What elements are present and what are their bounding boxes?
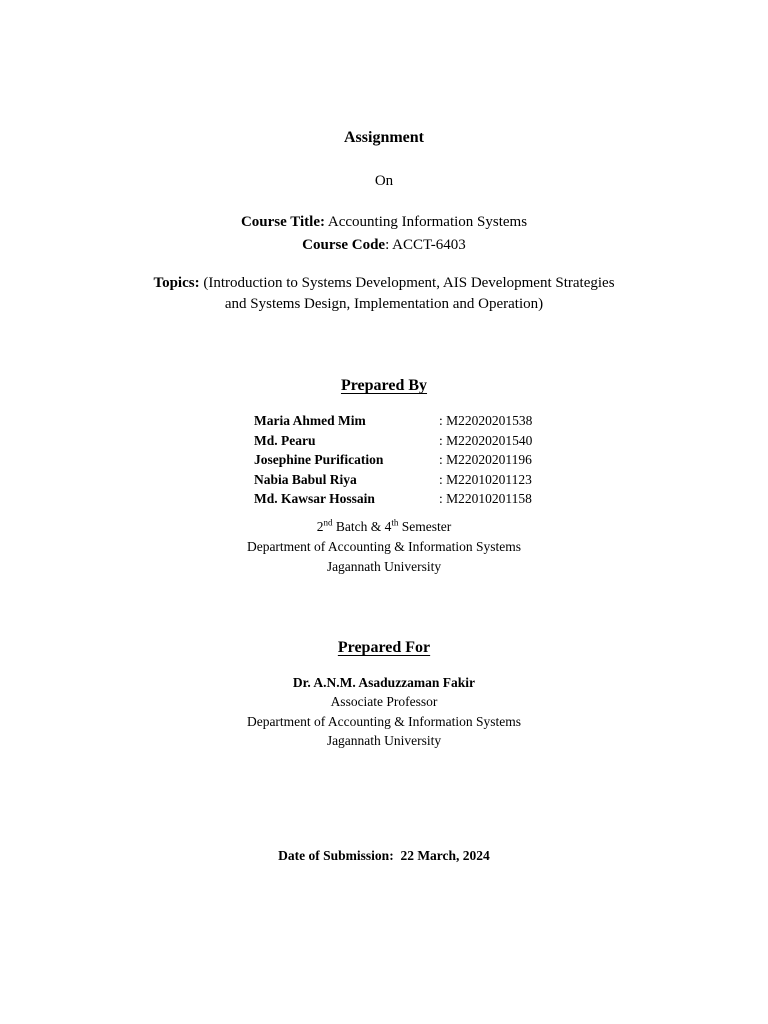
member-id: : M22020201538 xyxy=(439,413,533,428)
prepared-for-heading-wrap xyxy=(0,639,768,657)
course-code-line xyxy=(0,235,768,255)
course-title-line xyxy=(0,212,768,232)
course-title-label: Course Title: xyxy=(240,214,325,230)
prepared-by-university: Jagannath University xyxy=(326,559,442,574)
assignment-title: Assignment xyxy=(343,129,424,146)
member-row xyxy=(254,489,532,509)
topics-label: Topics: xyxy=(153,275,200,291)
semester-suffix: th xyxy=(391,517,399,528)
submission-label: Date of Submission: xyxy=(278,848,394,863)
on-text: On xyxy=(374,173,394,189)
member-row xyxy=(254,411,532,431)
topics-text-1: (Introduction to Systems Development, AIS Development Strategies xyxy=(199,275,615,291)
prepared-by-department: Department of Accounting & Information Systems xyxy=(246,539,522,554)
member-row xyxy=(254,470,532,490)
member-id: : M22020201540 xyxy=(439,432,533,448)
member-name: Md. Kawsar Hossain xyxy=(254,491,375,506)
member-id: : M22010201123 xyxy=(439,471,532,487)
submission-line xyxy=(0,846,768,866)
supervisor-name: Dr. A.N.M. Asaduzzaman Fakir xyxy=(292,675,476,690)
batch-semester xyxy=(0,517,768,537)
course-code-label: Course Code xyxy=(302,237,386,253)
member-id: : M22010201158 xyxy=(439,491,532,506)
batch-number: 2 xyxy=(316,519,324,534)
course-code-value: : ACCT-6403 xyxy=(385,237,466,253)
supervisor-department: Department of Accounting & Information Systems xyxy=(246,714,522,729)
prepared-by-heading: Prepared By xyxy=(340,377,428,394)
supervisor-position: Associate Professor xyxy=(330,694,438,709)
member-name: Josephine Purification xyxy=(254,452,384,467)
supervisor-university: Jagannath University xyxy=(326,733,442,748)
batch-text: Batch & 4 xyxy=(332,519,392,534)
member-id: : M22020201196 xyxy=(439,452,532,467)
course-title-value: Accounting Information Systems xyxy=(324,214,528,230)
member-list xyxy=(254,411,532,509)
prepared-for-heading: Prepared For xyxy=(337,639,431,656)
topics-line-2: and Systems Design, Implementation and Operation) xyxy=(224,296,544,312)
prepared-by-heading-wrap xyxy=(0,377,768,395)
member-name: Md. Pearu xyxy=(254,432,316,448)
semester-text: Semester xyxy=(398,519,452,534)
submission-date: 22 March, 2024 xyxy=(400,848,490,863)
batch-suffix: nd xyxy=(323,517,333,528)
member-row xyxy=(254,450,532,470)
member-row xyxy=(254,431,532,451)
topics-line-1 xyxy=(0,273,768,293)
member-name: Nabia Babul Riya xyxy=(254,471,357,487)
member-name: Maria Ahmed Mim xyxy=(254,413,366,428)
